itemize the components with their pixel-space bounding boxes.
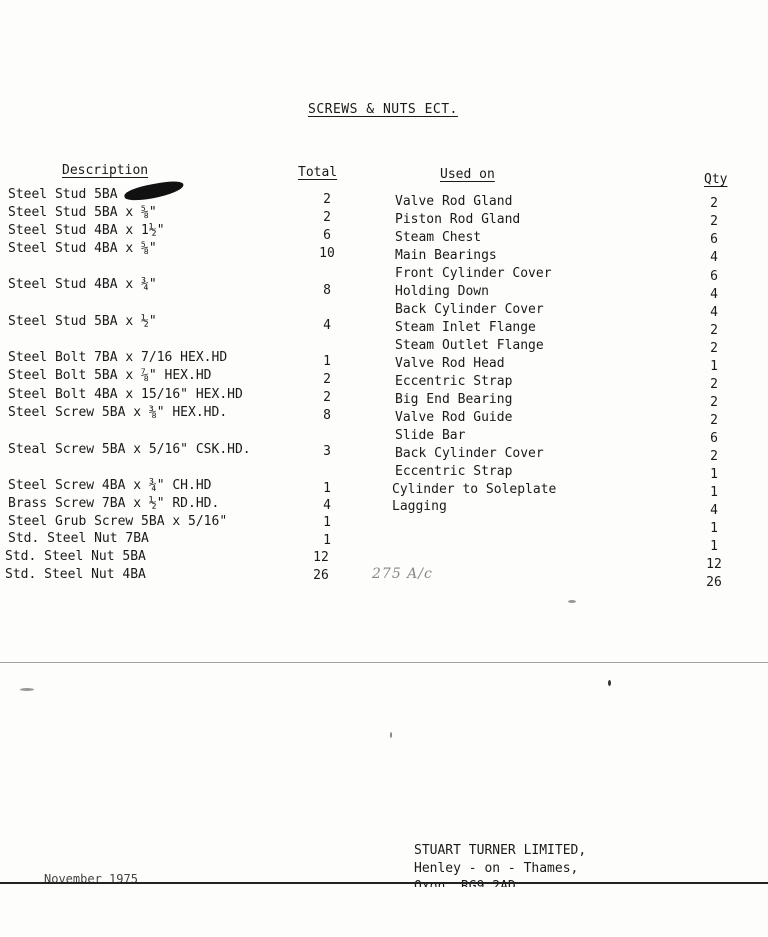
used-on-item: Big End Bearing [395,392,513,407]
scan-speck [20,688,34,691]
fold-line [0,662,768,663]
qty-value: 2 [710,377,718,392]
qty-value: 4 [710,503,718,518]
item-description: Steel Stud 4BA x ⅝" [8,241,157,256]
item-total: 8 [323,408,331,423]
qty-value: 2 [710,413,718,428]
qty-value: 2 [710,214,718,229]
used-on-item: Steam Outlet Flange [395,338,544,353]
item-total: 1 [323,354,331,369]
qty-value: 2 [710,341,718,356]
qty-value: 6 [710,232,718,247]
used-on-item: Holding Down [395,284,489,299]
used-on-item: Piston Rod Gland [395,212,521,227]
item-description: Steel Bolt 7BA x 7/16 HEX.HD [8,350,228,365]
item-total: 3 [323,444,331,459]
item-total: 2 [323,390,331,405]
item-total: 10 [319,246,335,261]
item-description: Steal Screw 5BA x 5/16" CSK.HD. [8,442,251,457]
item-total: 2 [323,210,331,225]
qty-value: 1 [710,521,718,536]
item-total: 12 [313,550,329,565]
scan-speck [390,732,392,738]
used-on-item: Eccentric Strap [395,374,513,389]
item-description: Steel Stud 5BA x ½" [8,314,157,329]
item-description: Steel Stud 4BA x 1½" [8,223,165,238]
item-description: Steel Bolt 5BA x ⅞" HEX.HD [8,368,212,383]
qty-value: 1 [710,539,718,554]
qty-value: 4 [710,287,718,302]
item-total: 6 [323,228,331,243]
qty-value: 26 [706,575,722,590]
item-description: Steel Stud 5BA [8,187,118,202]
item-description: Steel Stud 4BA x ¾" [8,277,157,292]
used-on-item: Steam Inlet Flange [395,320,536,335]
item-description: Steel Screw 5BA x ⅜" HEX.HD. [8,405,228,420]
used-on-item: Valve Rod Gland [395,194,513,209]
qty-value: 1 [710,467,718,482]
qty-value: 2 [710,395,718,410]
scan-speck [568,600,576,603]
used-on-item: Steam Chest [395,230,482,245]
qty-column-header: Qty [704,172,728,187]
used-on-item: Main Bearings [395,248,497,263]
used-on-item: Back Cylinder Cover [395,302,544,317]
used-on-item: Valve Rod Guide [395,410,513,425]
used-on-item: Back Cylinder Cover [395,446,544,461]
item-description: Steel Bolt 4BA x 15/16" HEX.HD [8,387,243,402]
used-on-item: Front Cylinder Cover [395,266,552,281]
item-total: 1 [323,533,331,548]
item-total: 2 [323,372,331,387]
total-column-header: Total [298,165,338,180]
page-edge-line [0,882,768,884]
qty-value: 1 [710,359,718,374]
item-total: 2 [323,192,331,207]
qty-value: 2 [710,323,718,338]
qty-value: 6 [710,431,718,446]
used-on-column-header: Used on [440,167,495,182]
item-description: Std. Steel Nut 4BA [5,567,146,582]
item-description: Brass Screw 7BA x ½" RD.HD. [8,496,220,511]
item-description: Std. Steel Nut 5BA [5,549,146,564]
used-on-item: Eccentric Strap [395,464,513,479]
qty-value: 6 [710,269,718,284]
scan-speck [608,680,611,686]
used-on-item: Slide Bar [395,428,466,443]
qty-value: 2 [710,196,718,211]
item-description: Steel Screw 4BA x ¾" CH.HD [8,478,212,493]
item-total: 4 [323,318,331,333]
company-town: Henley - on - Thames, [414,861,579,876]
item-description: Steel Stud 5BA x ⅝" [8,205,157,220]
item-total: 4 [323,498,331,513]
company-name: STUART TURNER LIMITED, [414,843,587,858]
used-on-item: Cylinder to Soleplate [392,482,557,497]
item-description: Steel Grub Screw 5BA x 5/16" [8,514,228,529]
qty-value: 1 [710,485,718,500]
qty-value: 2 [710,449,718,464]
used-on-item: Lagging [392,499,447,514]
item-total: 1 [323,481,331,496]
page-title: SCREWS & NUTS ECT. [308,102,458,117]
description-column-header: Description [62,163,149,178]
qty-value: 12 [706,557,722,572]
item-total: 1 [323,515,331,530]
item-total: 8 [323,283,331,298]
item-total: 26 [313,568,329,583]
company-address [414,842,586,887]
qty-value: 4 [710,250,718,265]
ink-blot [123,179,185,203]
handwritten-note: 275 A/c [372,566,433,582]
date-fragment: November 1975 [44,872,138,882]
used-on-item: Valve Rod Head [395,356,505,371]
qty-value: 4 [710,305,718,320]
item-description: Std. Steel Nut 7BA [8,531,149,546]
